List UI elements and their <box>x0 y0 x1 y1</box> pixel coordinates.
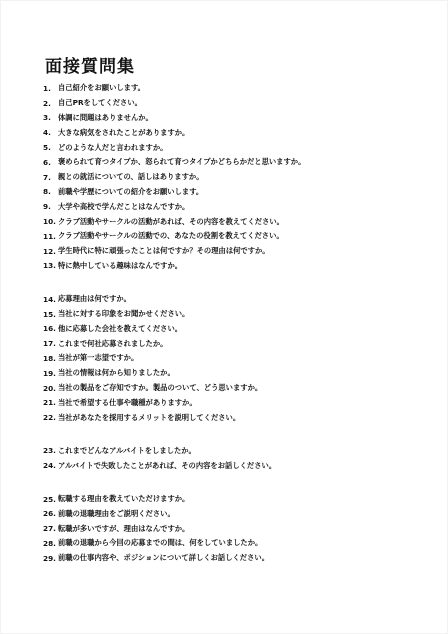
question-text: 大学や高校で学んだことはなんですか。 <box>58 201 190 211</box>
question-text: これまで何社応募されましたか。 <box>58 338 168 348</box>
question-item <box>1 214 448 229</box>
question-item <box>1 96 448 111</box>
question-number: 28. <box>43 538 56 548</box>
question-number: 17. <box>43 339 56 349</box>
question-item <box>1 458 448 473</box>
question-number: 4. <box>43 128 51 138</box>
question-number: 14. <box>43 294 56 304</box>
question-number: 8. <box>43 187 51 197</box>
question-group <box>1 292 448 425</box>
document-title: 面接質問集 <box>45 57 135 77</box>
question-number: 25. <box>43 494 56 504</box>
question-text: 当社があなたを採用するメリットを説明してください。 <box>58 412 241 422</box>
question-group <box>1 81 448 273</box>
question-item <box>1 185 448 200</box>
question-text: 当社が第一志望ですか。 <box>58 353 139 363</box>
question-item <box>1 140 448 155</box>
question-text: クラブ活動やサークルの活動があれば、その内容を教えてください。 <box>58 216 284 226</box>
question-number: 18. <box>43 353 56 363</box>
question-number: 9. <box>43 202 51 212</box>
question-text: 前職の退職から今回の応募までの間は、何をしていましたか。 <box>58 538 263 548</box>
question-text: 大きな病気をされたことがありますか。 <box>58 127 190 137</box>
question-item <box>1 244 448 259</box>
question-list <box>1 81 448 566</box>
question-item <box>1 444 448 459</box>
question-item <box>1 155 448 170</box>
question-number: 12. <box>43 246 56 256</box>
question-number: 2. <box>43 98 51 108</box>
question-group <box>1 492 448 566</box>
question-text: クラブ活動やサークルの活動での、あなたの役割を教えてください。 <box>58 231 284 241</box>
question-item <box>1 229 448 244</box>
question-item <box>1 321 448 336</box>
question-text: 当社に対する印象をお聞かせください。 <box>58 309 190 319</box>
question-number: 20. <box>43 383 56 393</box>
question-number: 16. <box>43 324 56 334</box>
question-group <box>1 444 448 474</box>
question-text: 他に応募した会社を教えてください。 <box>58 323 183 333</box>
question-number: 3. <box>43 113 51 123</box>
question-item <box>1 351 448 366</box>
question-item <box>1 170 448 185</box>
question-number: 26. <box>43 509 56 519</box>
question-number: 13. <box>43 261 56 271</box>
question-text: 前職や学歴についての紹介をお願いします。 <box>58 186 204 196</box>
question-item <box>1 381 448 396</box>
question-item <box>1 366 448 381</box>
question-text: 転職が多いですが、理由はなんですか。 <box>58 523 190 533</box>
question-text: 自己紹介をお願いします。 <box>58 83 145 93</box>
question-text: どのような人だと言われますか。 <box>58 142 168 152</box>
question-item <box>1 336 448 351</box>
question-text: 前職の退職理由をご説明ください。 <box>58 508 175 518</box>
question-item <box>1 259 448 274</box>
question-number: 15. <box>43 309 56 319</box>
question-number: 7. <box>43 172 51 182</box>
question-text: これまでどんなアルバイトをしましたか。 <box>58 445 196 455</box>
question-item <box>1 111 448 126</box>
question-item <box>1 292 448 307</box>
question-item <box>1 536 448 551</box>
question-number: 6. <box>43 157 51 167</box>
question-number: 10. <box>43 217 56 227</box>
question-text: 当社で希望する仕事や職種がありますか。 <box>58 397 197 407</box>
question-text: 前職の仕事内容や、ポジションについて詳しくお話しください。 <box>58 553 269 563</box>
question-text: 特に熱中している趣味はなんですか。 <box>58 260 183 270</box>
question-number: 27. <box>43 524 56 534</box>
question-item <box>1 506 448 521</box>
question-text: 当社の情報は何から知りましたか。 <box>58 368 175 378</box>
question-text: 褒められて育つタイプか、怒られて育つタイプかどちらかだと思いますか。 <box>58 157 306 167</box>
question-item <box>1 395 448 410</box>
question-text: 学生時代に特に頑張ったことは何ですか？その理由は何ですか。 <box>58 246 270 256</box>
question-item <box>1 307 448 322</box>
question-number: 23. <box>43 446 56 456</box>
question-number: 24. <box>43 461 56 471</box>
question-text: アルバイトで失敗したことがあれば、その内容をお話しください。 <box>58 460 277 470</box>
question-item <box>1 81 448 96</box>
question-item <box>1 199 448 214</box>
question-text: 転職する理由を教えていただけますか。 <box>58 494 190 504</box>
question-number: 22. <box>43 413 56 423</box>
question-number: 19. <box>43 368 56 378</box>
question-item <box>1 492 448 507</box>
question-item <box>1 410 448 425</box>
question-item <box>1 521 448 536</box>
question-text: 自己PRをしてください。 <box>58 98 142 108</box>
question-number: 11. <box>43 231 56 241</box>
question-number: 1. <box>43 83 51 93</box>
question-number: 21. <box>43 398 56 408</box>
question-text: 当社の製品をご存知ですか。製品のついて、どう思いますか。 <box>58 383 263 393</box>
question-item <box>1 551 448 566</box>
question-text: 体調に問題はありませんか。 <box>58 112 153 122</box>
question-text: 応募理由は何ですか。 <box>58 294 131 304</box>
question-number: 29. <box>43 553 56 563</box>
question-number: 5. <box>43 143 51 153</box>
question-text: 親との就活についての、話しはありますか。 <box>58 172 204 182</box>
question-item <box>1 125 448 140</box>
